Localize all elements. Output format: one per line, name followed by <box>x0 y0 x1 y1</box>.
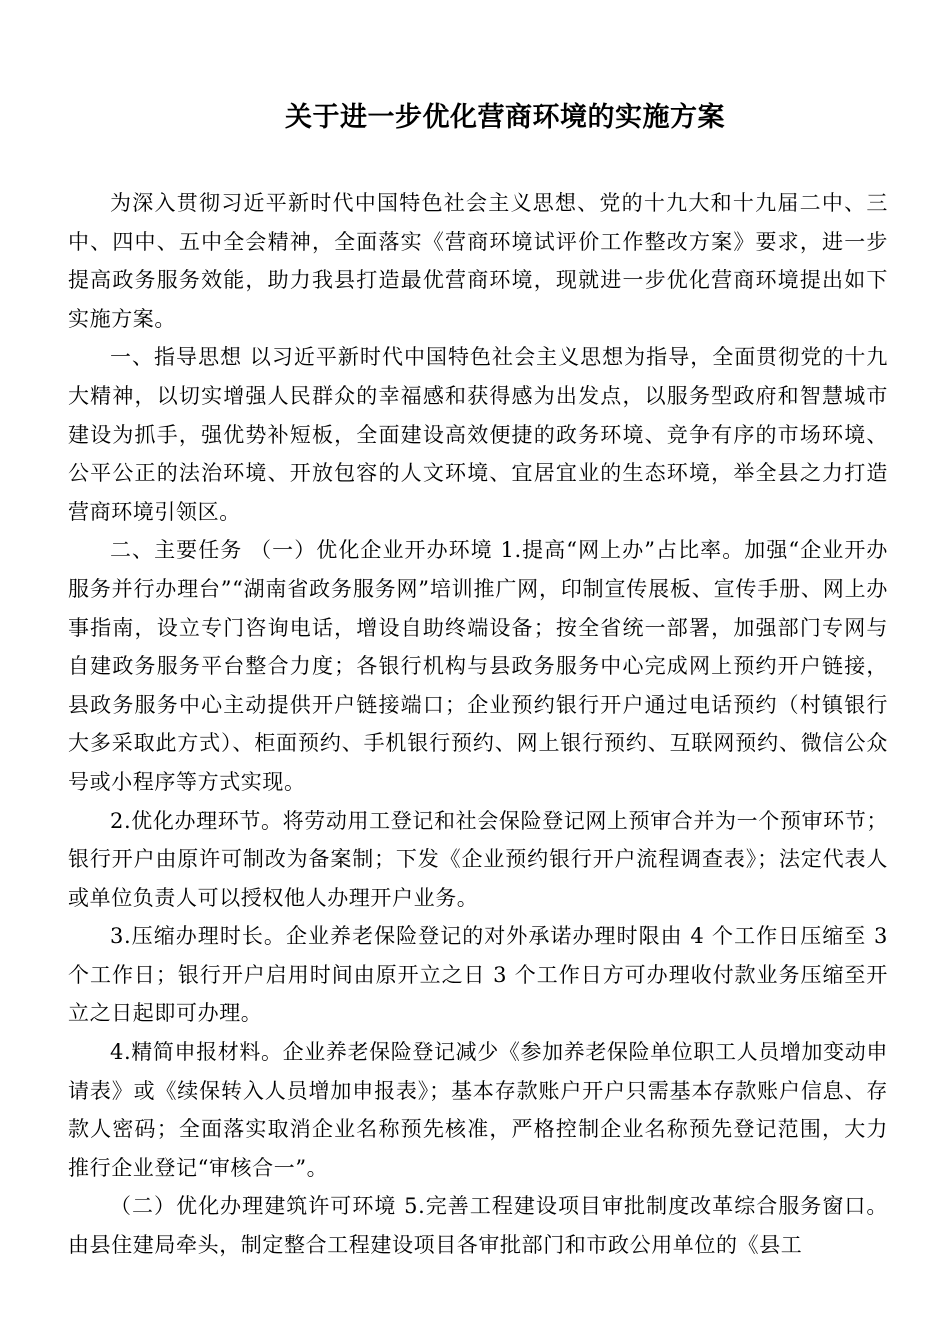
paragraph-compress-time: 3.压缩办理时长。企业养老保险登记的对外承诺办理时限由 4 个工作日压缩至 3 个工作日；银行开户启用时间由原开立之日 3 个工作日方可办理收付款业务压缩至开立之日起即可办理。 <box>68 924 888 1026</box>
paragraph-intro: 为深入贯彻习近平新时代中国特色社会主义思想、党的十九大和十九届二中、三中、四中、五中全会精神，全面落实《营商环境试评价工作整改方案》要求，进一步提高政务服务效能，助力我县打造最优营商环境，现就进一步优化营商环境提出如下实施方案。 <box>68 191 888 331</box>
paragraph-guiding-ideology: 一、指导思想 以习近平新时代中国特色社会主义思想为指导，全面贯彻党的十九大精神，以切实增强人民群众的幸福感和获得感为出发点，以服务型政府和智慧城市建设为抓手，强优势补短板，全面建设高效便捷的政务环境、竞争有序的市场环境、公平公正的法治环境、开放包容的人文环境、宜居宜业的生态环境，举全县之力打造营商环境引领区。 <box>68 345 888 524</box>
paragraph-optimize-procedures: 2.优化办理环节。将劳动用工登记和社会保险登记网上预审合并为一个预审环节；银行开户由原许可制改为备案制；下发《企业预约银行开户流程调查表》；法定代表人或单位负责人可以授权他人办理开户业务。 <box>68 808 888 910</box>
document-title: 关于进一步优化营商环境的实施方案 <box>285 102 725 133</box>
document-body <box>68 184 888 1265</box>
paragraph-main-tasks: 二、主要任务 （一）优化企业开办环境 1.提高“网上办”占比率。加强“企业开办服务并行办理台”“湖南省政务服务网”培训推广网，印制宣传展板、宣传手册、网上办事指南，设立专门咨询电话，增设自助终端设备；按全省统一部署，加强部门专网与自建政务服务平台整合力度；各银行机构与县政务服务中心完成网上预约开户链接，县政务服务中心主动提供开户链接端口；企业预约银行开户通过电话预约（村镇银行大多采取此方式）、柜面预约、手机银行预约、网上银行预约、互联网预约、微信公众号或小程序等方式实现。 <box>68 538 888 794</box>
paragraph-construction-permit: （二）优化办理建筑许可环境 5.完善工程建设项目审批制度改革综合服务窗口。由县住建局牵头，制定整合工程建设项目各审批部门和市政公用单位的《县工 <box>68 1194 888 1258</box>
paragraph-simplify-materials: 4.精简申报材料。企业养老保险登记减少《参加养老保险单位职工人员增加变动申请表》或《续保转入人员增加申报表》；基本存款账户开户只需基本存款账户信息、存款人密码；全面落实取消企业名称预先核准，严格控制企业名称预先登记范围，大力推行企业登记“审核合一”。 <box>68 1040 888 1180</box>
